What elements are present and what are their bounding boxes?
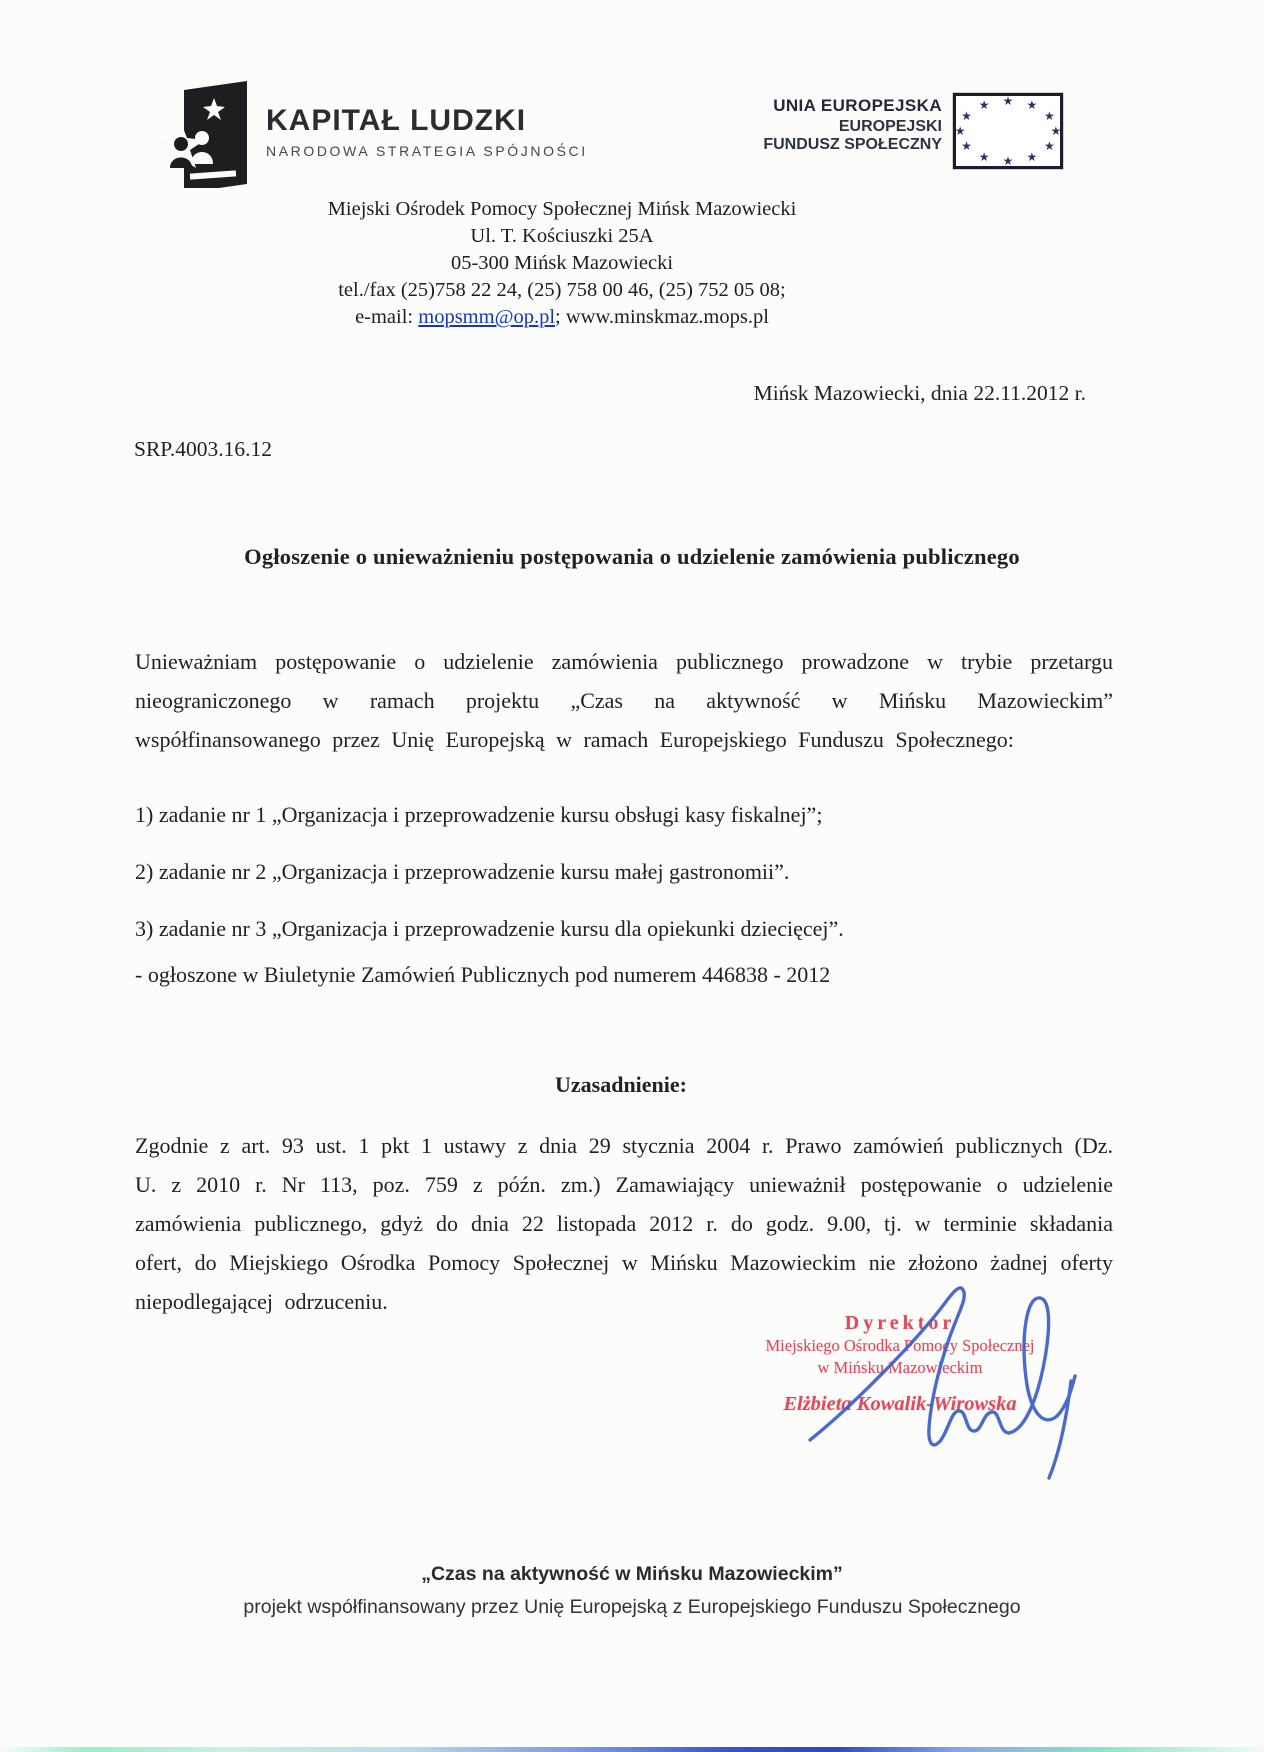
stamp-person-name: Elżbieta Kowalik-Wirowska [783,1393,1017,1415]
kl-logo-title: KAPITAŁ LUDZKI [266,104,527,137]
task-item-2: 2) zadanie nr 2 „Organizacja i przeprowadzenie kursu małej gastronomii”. [135,859,790,884]
stamp-org-line2: w Mińsku Mazowieckim [817,1358,983,1377]
sender-name: Miejski Ośrodek Pomocy Społecznej Mińsk Mazowiecki [327,198,797,220]
document-date: Mińsk Mazowiecki, dnia 22.11.2012 r. [753,381,1086,405]
document-title: Ogłoszenie o unieważnieniu postępowania o udzielenie zamówienia publicznego [244,544,1020,569]
kapital-ludzki-logo [150,76,588,193]
eu-logo-line1: UNIA EUROPEJSKA [773,96,942,115]
email-link[interactable]: mopsmm@op.pl [418,306,556,328]
justification-heading: Uzasadnienie: [555,1072,687,1097]
scan-edge-artifact [0,1747,1264,1752]
task-item-3: 3) zadanie nr 3 „Organizacja i przeprowadzenie kursu dla opiekunki dziecięcej”. [135,916,844,941]
footer-project-title: „Czas na aktywność w Mińsku Mazowieckim” [421,1563,843,1585]
eu-logo-text [763,96,942,154]
stamp-org-line1: Miejskiego Ośrodka Pomocy Społecznej [765,1336,1035,1355]
bulletin-line: - ogłoszone w Biuletynie Zamówień Publicznych pod numerem 446838 - 2012 [135,962,831,987]
email-prefix: e-mail: [355,306,419,328]
kl-logo-subtitle: NARODOWA STRATEGIA SPÓJNOŚCI [266,143,588,159]
footer-cofinancing-note: projekt współfinansowany przez Unię Europejską z Europejskiego Funduszu Społecznego [243,1596,1021,1618]
stamp-title: Dyrektor [844,1312,956,1334]
handwritten-signature-icon [795,1248,1080,1483]
task-list [135,800,1135,971]
reference-number: SRP.4003.16.12 [134,437,272,461]
eu-flag-stars: ★ ★ ★ ★ ★ ★ ★ ★ ★ ★ ★ ★ [954,93,1062,169]
sender-city: 05-300 Mińsk Mazowiecki [450,252,674,274]
email-suffix: ; www.minskmaz.mops.pl [555,306,769,328]
sender-phone: tel./fax (25)758 22 24, (25) 758 00 46, (25) 752 05 08; [338,279,786,301]
sender-email-line [132,304,992,331]
kapital-ludzki-flag-icon [150,76,250,193]
intro-paragraph: Unieważniam postępowanie o udzielenie zamówienia publicznego prowadzone w trybie przetargu nieograniczonego w ramach projektu „Czas na aktywność w Mińsku Mazowieckim” współfinansowanego przez Unię Europejską w ramach Europejskiego Funduszu Społecznego: [135,649,1113,752]
task-item-1: 1) zadanie nr 1 „Organizacja i przeprowadzenie kursu obsługi kasy fiskalnej”; [135,802,823,827]
eu-logo-line2: EUROPEJSKI [838,118,942,135]
signature-ink [795,1248,1080,1483]
eu-logo-line3: FUNDUSZ SPOŁECZNY [763,136,942,153]
justification-paragraph: Zgodnie z art. 93 ust. 1 pkt 1 ustawy z dnia 29 stycznia 2004 r. Prawo zamówień publicznych (Dz. U. z 2010 r. Nr 113, poz. 759 z późn. zm.) Zamawiający unieważnił postępowanie o udzielenie zamówienia publicznego, gdyż do dnia 22 listopada 2012 r. do godz. 9.00, tj. w terminie składania ofert, do Miejskiego Ośrodka Pomocy Społecznej w Mińsku Mazowieckim nie złożono żadnej oferty niepodlegającej odrzuceniu. [135,1133,1113,1314]
sender-street: Ul. T. Kościuszki 25A [470,225,654,247]
sender-address-block [132,196,992,331]
